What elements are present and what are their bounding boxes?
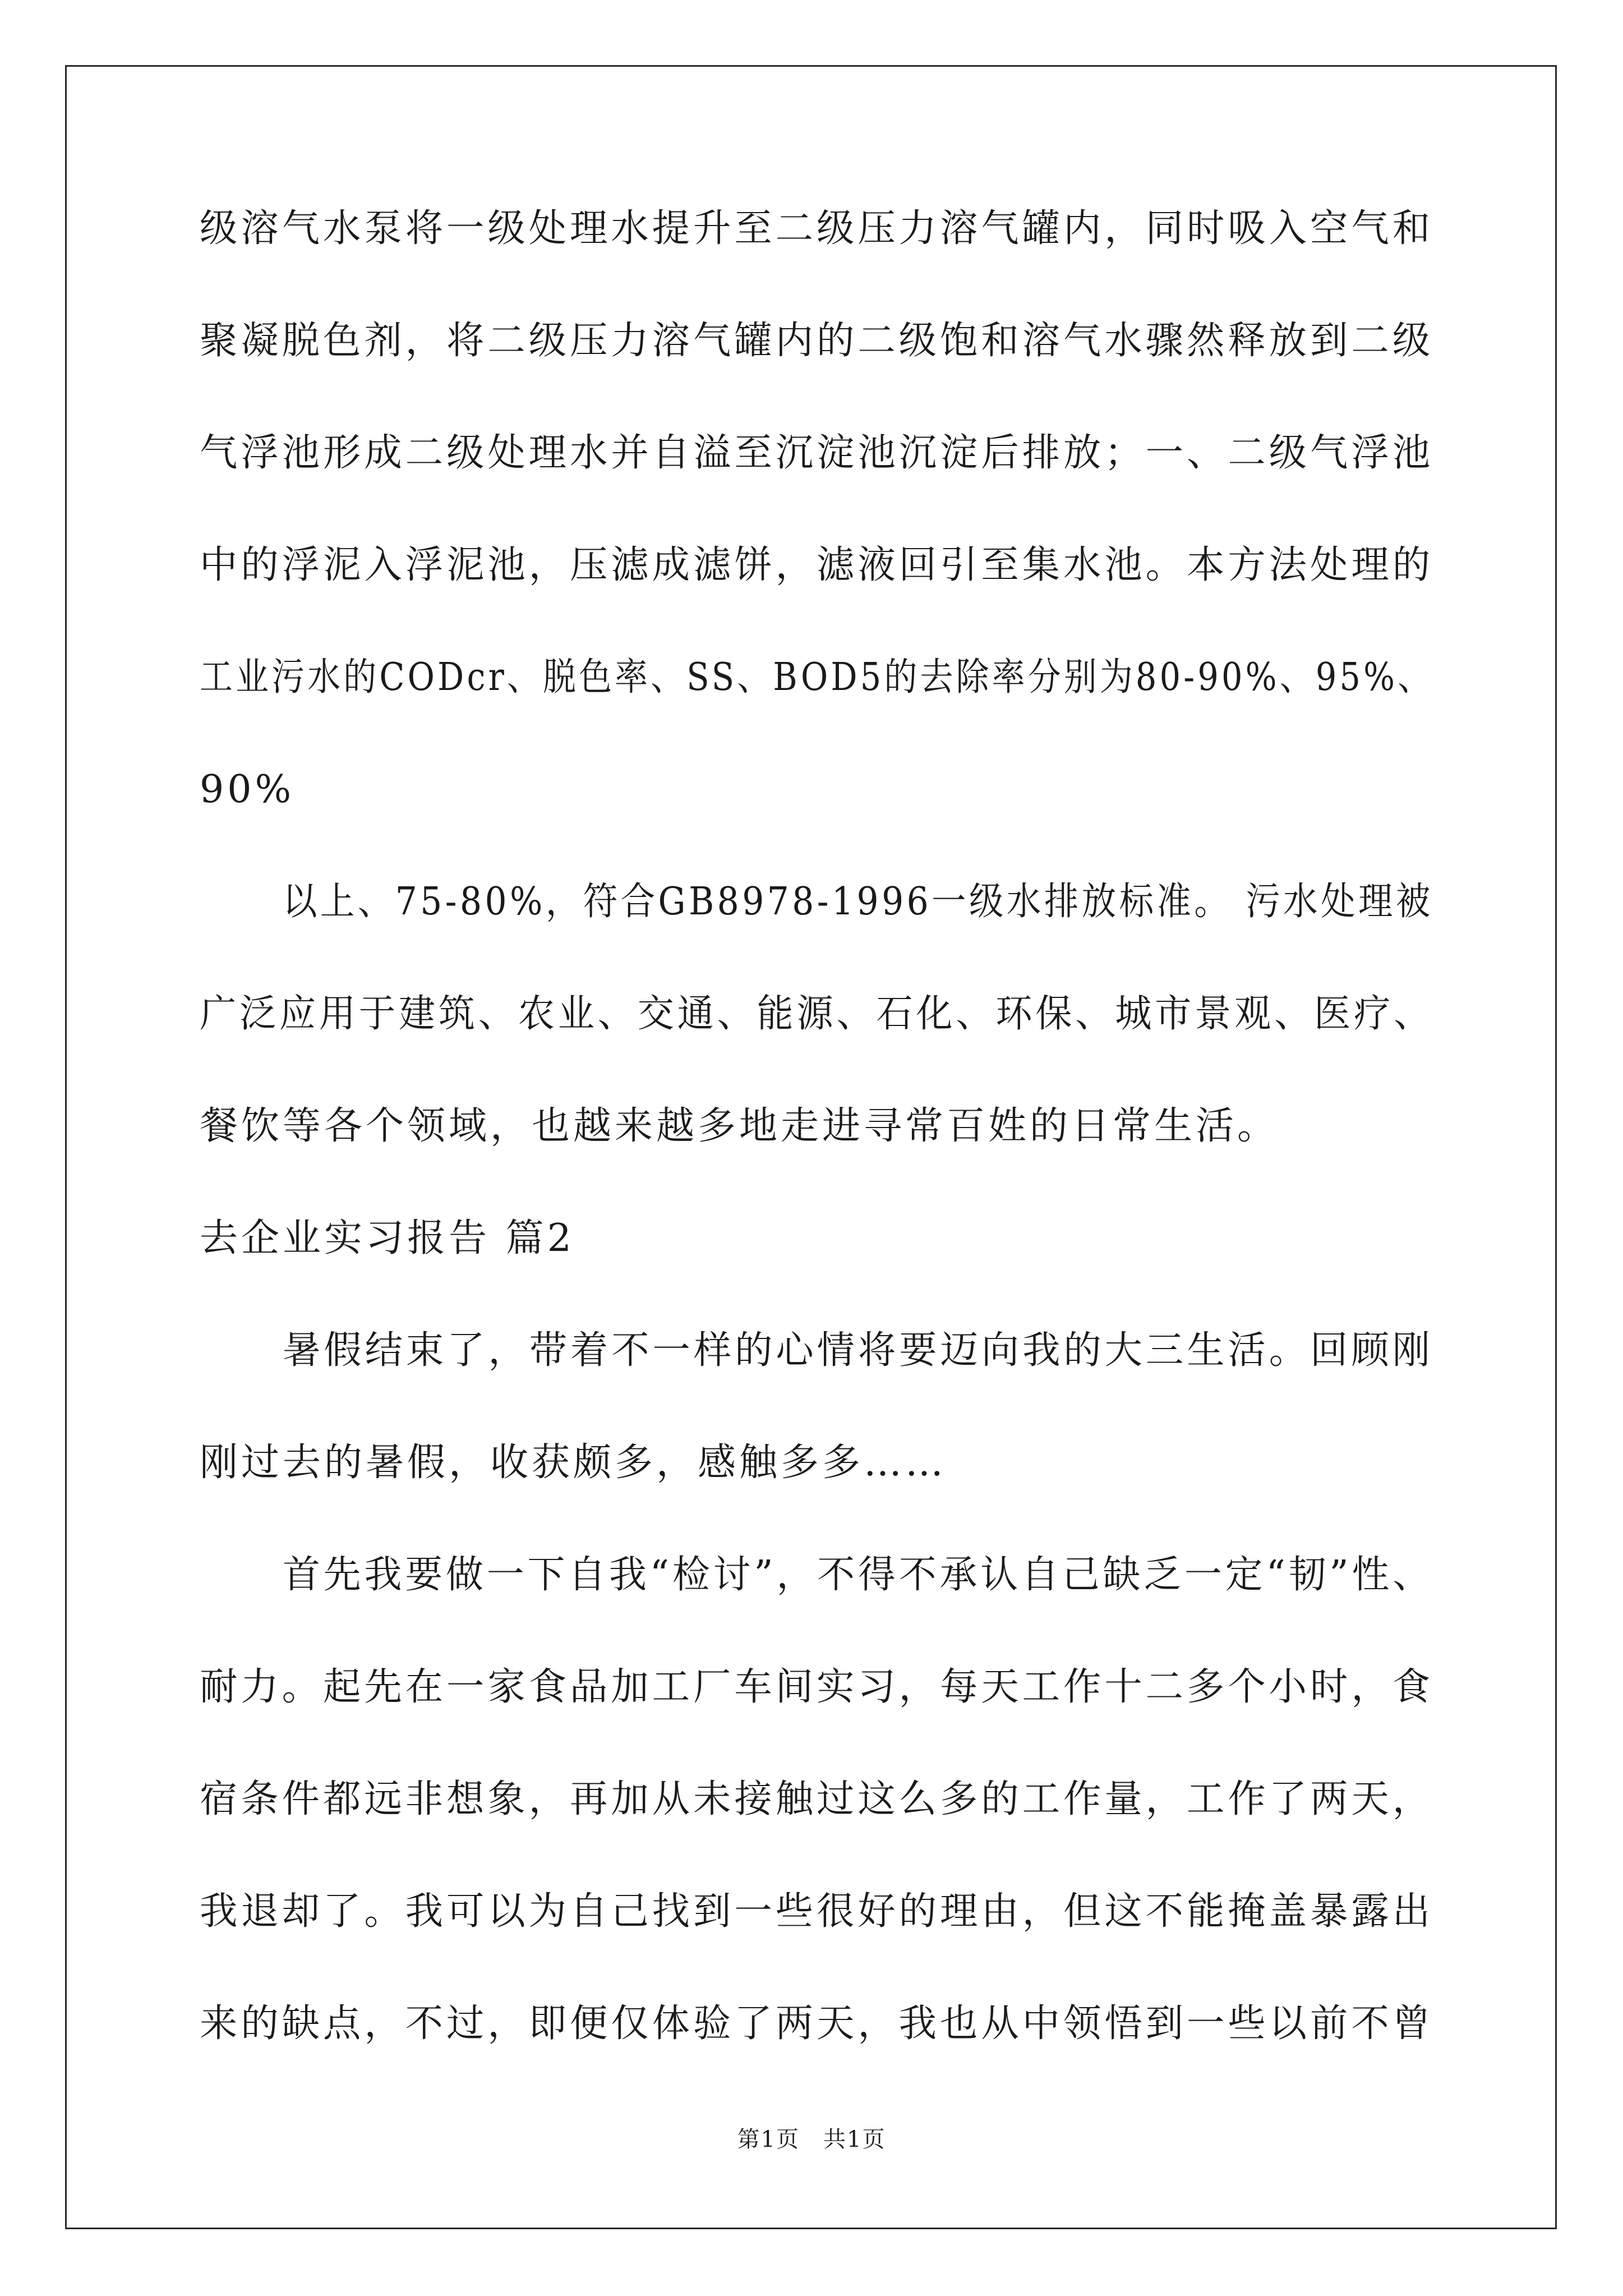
paragraph-line: 聚凝脱色剂，将二级压力溶气罐内的二级饱和溶气水骤然释放到二级 <box>200 319 1434 363</box>
paragraph-line: 90% <box>200 767 295 812</box>
section-heading: 去企业实习报告 篇2 <box>200 1216 575 1260</box>
paragraph-line: 耐力。起先在一家食品加工厂车间实习，每天工作十二多个小时，食 <box>200 1665 1434 1709</box>
paragraph-line: 餐饮等各个领域，也越来越多地走进寻常百姓的日常生活。 <box>200 1104 1279 1148</box>
paragraph-line: 气浮池形成二级处理水并自溢至沉淀池沉淀后排放；一、二级气浮池 <box>200 431 1434 475</box>
paragraph-line: 来的缺点，不过，即便仅体验了两天，我也从中领悟到一些以前不曾 <box>200 2001 1434 2046</box>
paragraph-line: 以上、75-80%，符合GB8978-1996一级水排放标准。 污水处理被 <box>283 880 1433 924</box>
paragraph-line: 中的浮泥入浮泥池，压滤成滤饼，滤液回引至集水池。本方法处理的 <box>200 543 1434 587</box>
paragraph-line: 广泛应用于建筑、农业、交通、能源、石化、环保、城市景观、医疗、 <box>200 992 1433 1036</box>
paragraph-line: 宿条件都远非想象，再加从未接触过这么多的工作量，工作了两天， <box>200 1777 1434 1821</box>
paragraph-line: 级溶气水泵将一级处理水提升至二级压力溶气罐内，同时吸入空气和 <box>200 206 1434 251</box>
paragraph-line: 首先我要做一下自我“检讨”，不得不承认自己缺乏一定“韧”性、 <box>283 1553 1433 1597</box>
paragraph-line: 我退却了。我可以为自己找到一些很好的理由，但这不能掩盖暴露出 <box>200 1889 1434 1934</box>
page-footer: 第1页 共1页 <box>737 2127 886 2152</box>
paragraph-line: 刚过去的暑假，收获颇多，感触多多…… <box>200 1441 947 1485</box>
paragraph-line: 工业污水的CODcr、脱色率、SS、BOD5的去除率分别为80-90%、95%、 <box>200 655 1434 700</box>
paragraph-line: 暑假结束了，带着不一样的心情将要迈向我的大三生活。回顾刚 <box>283 1328 1433 1373</box>
